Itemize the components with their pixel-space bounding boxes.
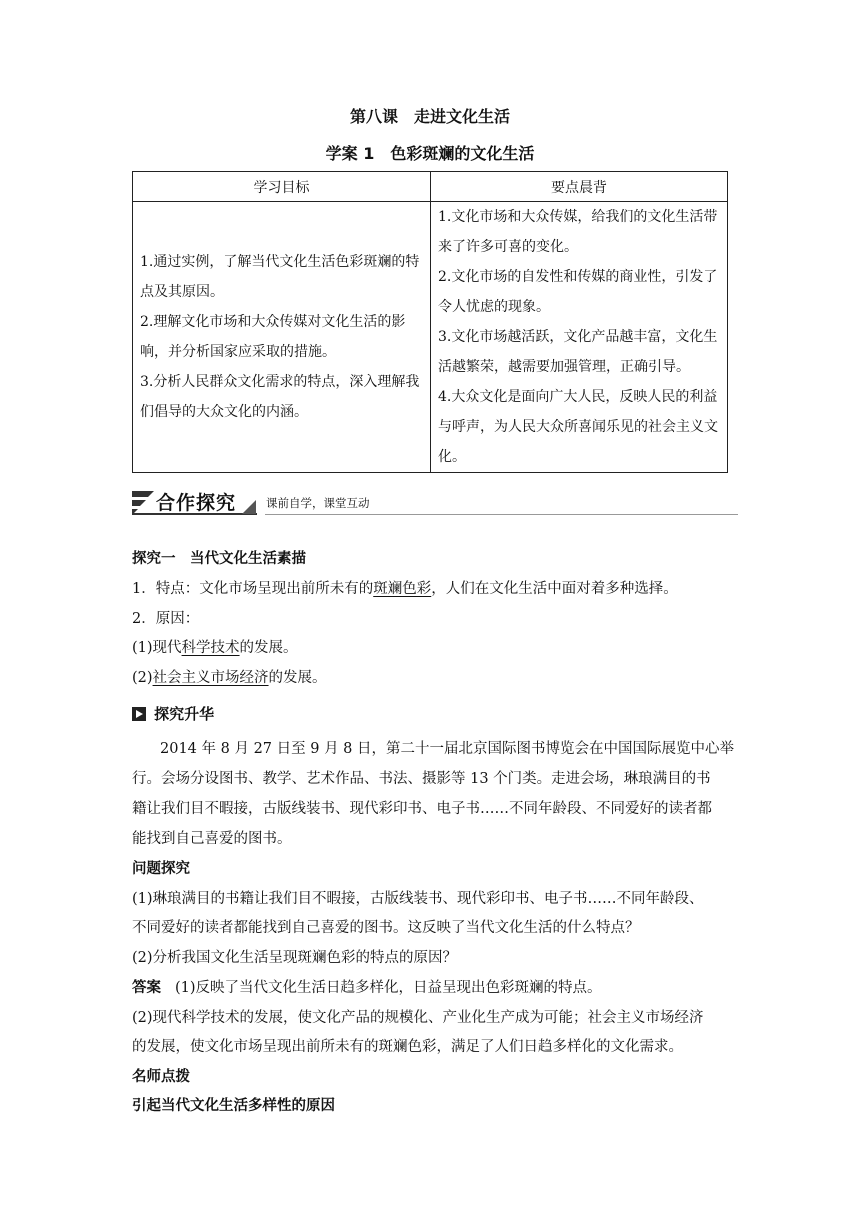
question-line: (1)琳琅满目的书籍让我们目不暇接，古版线装书、现代彩印书、电子书……不同年龄段、 (132, 891, 704, 907)
underlined-term: 科学技术 (181, 640, 240, 656)
question-heading: 问题探究 (132, 861, 190, 877)
reason-item (132, 666, 742, 687)
tip-heading: 名师点拨 (132, 1069, 190, 1085)
goals-table (132, 171, 728, 473)
point-item: 3.文化市场越活跃，文化产品越丰富，文化生活越繁荣，越需要加强管理，正确引导。 (438, 329, 718, 375)
underlined-term: 斑斓色彩 (373, 581, 432, 597)
upgrade-label: 探究升华 (154, 705, 215, 723)
answer-label: 答案 (132, 980, 161, 996)
answer-line: (2)现代科学技术的发展，使文化产品的规模化、产业化生产成为可能；社会主义市场经济 (132, 1010, 704, 1026)
question-line: (2)分析我国文化生活呈现斑斓色彩的特点的原因？ (132, 950, 458, 966)
points-header: 要点晨背 (431, 172, 728, 202)
passage-line: 2014 年 8 月 27 日至 9 月 8 日，第二十一届北京国际图书博览会在中国国际展览中心举 (160, 741, 735, 757)
case-title: 学案 1 色彩斑斓的文化生活 (325, 144, 535, 163)
reason-item (132, 636, 742, 657)
reason-heading: 2．原因： (132, 611, 200, 627)
goals-header: 学习目标 (133, 172, 431, 202)
goal-item: 2.理解文化市场和大众传媒对文化生活的影响，并分析国家应采取的措施。 (140, 314, 406, 360)
text-segment: ，人们在文化生活中面对着多种选择。 (431, 581, 678, 597)
point-item: 2.文化市场的自发性和传媒的商业性，引发了令人忧虑的现象。 (438, 269, 718, 315)
underlined-term: 社会主义市场经济 (152, 670, 269, 686)
answer-text: (1)反映了当代文化生活日趋多样化，日益呈现出色彩斑斓的特点。 (175, 980, 602, 996)
upgrade-heading (132, 703, 214, 724)
passage-line: 行。会场分设图书、教学、艺术作品、书法、摄影等 13 个门类。走进会场，琳琅满目的书 (132, 771, 711, 787)
tip-subheading: 引起当代文化生活多样性的原因 (132, 1098, 335, 1114)
section-banner (132, 489, 738, 515)
table-header-row (133, 172, 728, 202)
text-segment: 1．特点：文化市场呈现出前所未有的 (132, 581, 374, 597)
goal-item: 3.分析人民群众文化需求的特点，深入理解我们倡导的大众文化的内涵。 (140, 374, 420, 420)
banner-title: 合作探究 (156, 492, 237, 514)
text-segment: (1)现代 (132, 640, 182, 656)
passage-line: 籍让我们目不暇接，古版线装书、现代彩印书、电子书……不同年龄段、不同爱好的读者都 (132, 801, 712, 817)
feature-line (132, 577, 742, 598)
question-line: 不同爱好的读者都能找到自己喜爱的图书。这反映了当代文化生活的什么特点？ (132, 920, 640, 936)
table-row (133, 202, 728, 473)
passage-line: 能找到自己喜爱的图书。 (132, 831, 292, 847)
banner-subtitle: 课前自学，课堂互动 (266, 496, 370, 510)
goals-cell (133, 202, 431, 473)
text-segment: 的发展。 (268, 670, 327, 686)
answer-line (132, 976, 742, 997)
lesson-title: 第八课 走进文化生活 (349, 107, 510, 126)
text-segment: (2) (132, 670, 153, 686)
section-heading: 探究一 当代文化生活素描 (132, 551, 306, 567)
text-segment: 的发展。 (239, 640, 298, 656)
goal-item: 1.通过实例，了解当代文化生活色彩斑斓的特点及其原因。 (140, 254, 420, 300)
play-icon (132, 707, 146, 721)
point-item: 1.文化市场和大众传媒，给我们的文化生活带来了许多可喜的变化。 (438, 209, 718, 255)
point-item: 4.大众文化是面向广大人民，反映人民的利益与呼声，为人民大众所喜闻乐见的社会主义文化。 (438, 389, 718, 465)
points-cell (431, 202, 728, 473)
answer-line: 的发展，使文化市场呈现出前所未有的斑斓色彩，满足了人们日趋多样化的文化需求。 (132, 1039, 683, 1055)
